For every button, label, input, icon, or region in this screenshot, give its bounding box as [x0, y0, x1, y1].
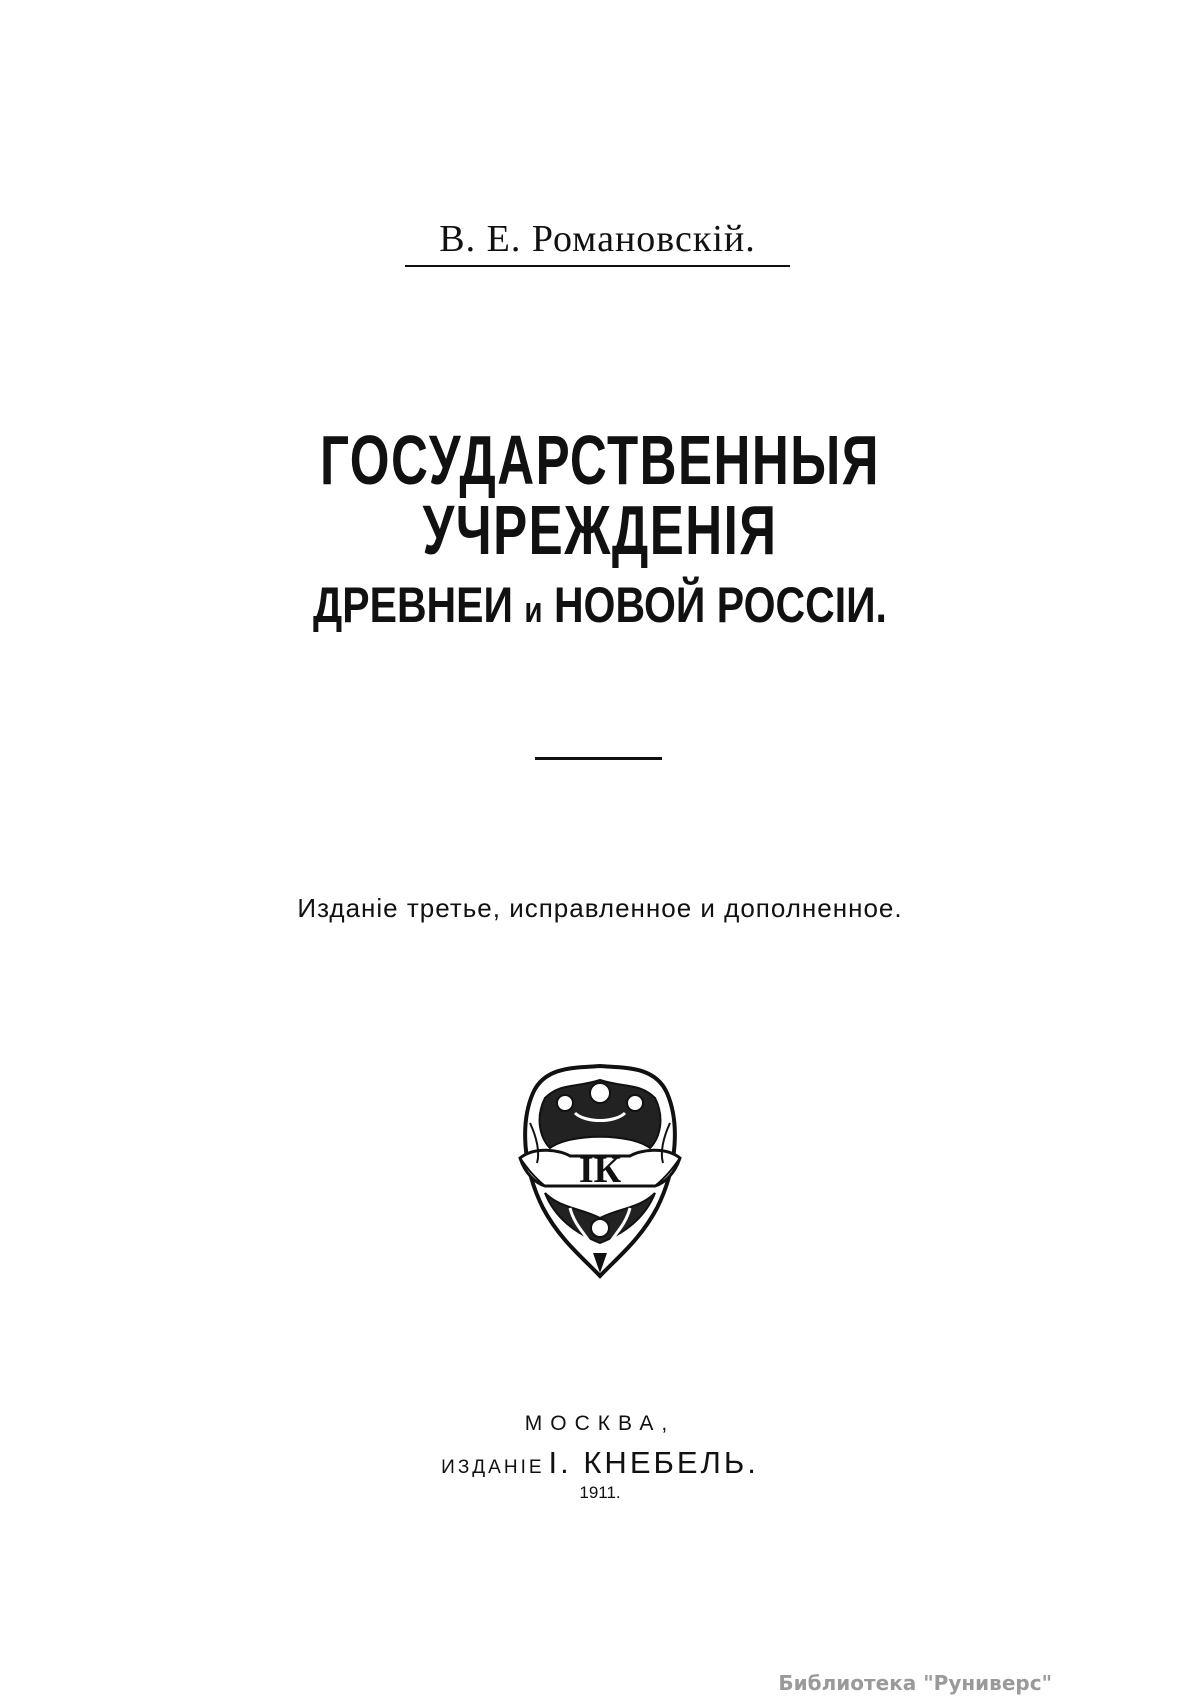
publisher-emblem-icon [515, 1058, 685, 1283]
publisher-line [0, 1447, 1200, 1478]
publisher-label: ИЗДАНІЕ [441, 1457, 545, 1478]
book-title-line-1: ГОСУДАРСТВЕННЫЯ УЧРЕЖДЕНІЯ [320, 421, 880, 569]
section-divider [535, 757, 662, 760]
author-underline [405, 265, 790, 267]
publication-city: МОСКВА, [524, 1412, 676, 1435]
svg-text:ІК: ІК [578, 1149, 622, 1191]
title-conjunction: и [524, 589, 543, 630]
library-watermark: Библиотека "Руниверс" [778, 1671, 1052, 1695]
publication-year: 1911. [579, 1483, 621, 1502]
edition-note: Изданіе третье, исправленное и дополненное. [297, 893, 903, 923]
author-name: В. Е. Романовскій. [439, 218, 756, 260]
title-part-new-russia: НОВОЙ РОССІИ. [553, 577, 887, 633]
book-title-line-2 [108, 577, 1092, 633]
publisher-name: І. КНЕБЕЛЬ. [548, 1445, 759, 1480]
title-part-ancient: ДРЕВНЕИ [313, 577, 513, 633]
